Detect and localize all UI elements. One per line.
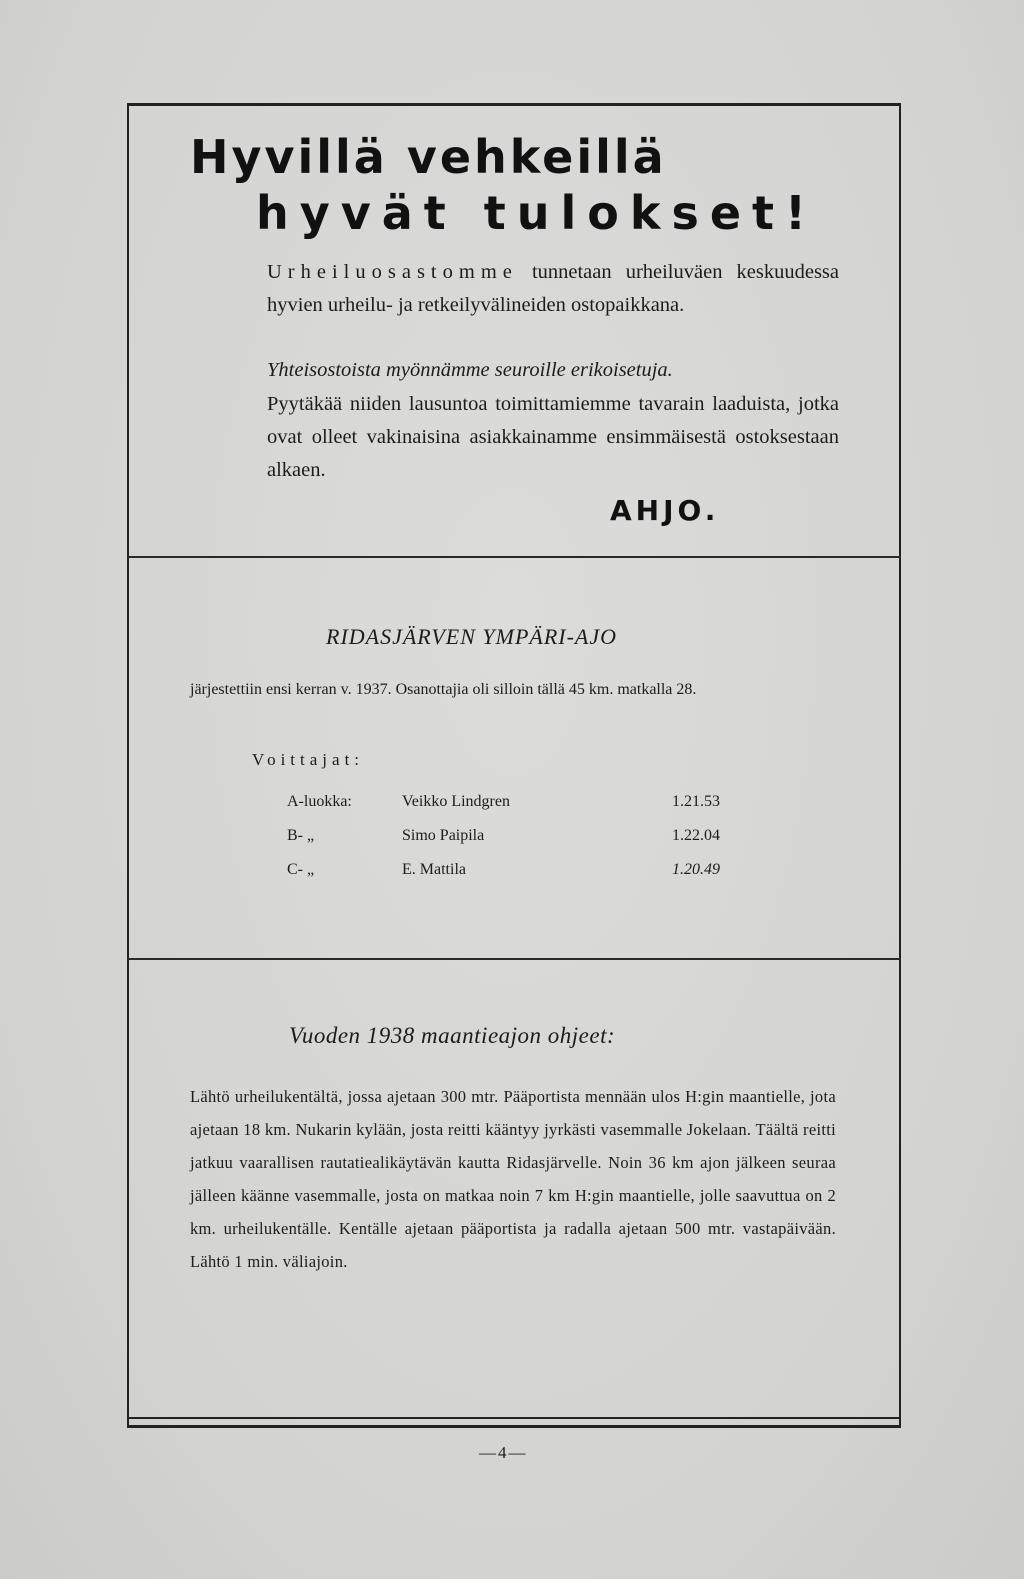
ad-headline-line2: hyvät tulokset!: [256, 186, 818, 240]
ad-signature: AHJO.: [610, 494, 720, 527]
page-number: —4—: [479, 1443, 528, 1462]
winner-name: Veikko Lindgren: [402, 793, 510, 810]
ad-paragraph-1: [267, 256, 839, 322]
winner-class: A-luokka:: [287, 793, 352, 810]
winner-row: [287, 819, 732, 853]
winners-table: [287, 785, 732, 887]
section-divider-1: [127, 556, 901, 558]
winner-row: [287, 853, 732, 887]
ad-paragraph-2: Yhteisostoista myönnämme seuroille erikoisetuja.: [267, 359, 673, 381]
instructions-text: Lähtö urheilukentältä, jossa ajetaan 300 mtr. Pääportista mennään ulos H:gin maantielle, jota ajetaan 18 km. Nukarin kylään, josta reitti kääntyy jyrkästi vasemmalle Jokelaan. Täältä reitti jatkuu vaarallisen rautatiealikäytävän kautta Ridasjärvelle. Noin 36 km ajon jälkeen seuraa jälleen käänne vasemmalle, josta on matkaa noin 7 km H:gin maantielle, jolle saavuttua on 2 km. urheilukentälle. Kentälle ajetaan pääportista ja radalla ajetaan 500 mtr. vastapäivään. Lähtö 1 min. väliajoin.: [190, 1087, 836, 1271]
race-info: järjestettiin ensi kerran v. 1937. Osanottajia oli silloin tällä 45 km. matkalla 28.: [190, 681, 697, 698]
winner-row: [287, 785, 732, 819]
winner-time: 1.20.49: [672, 861, 720, 878]
ad-paragraph-1-lead: Urheiluosastomme: [267, 261, 518, 283]
inner-bottom-rule: [129, 1417, 899, 1419]
winners-label: Voittajat:: [252, 750, 365, 769]
winner-name: E. Mattila: [402, 861, 466, 878]
winner-class: C- „: [287, 861, 315, 878]
section-divider-2: [127, 958, 901, 960]
winner-name: Simo Paipila: [402, 827, 485, 844]
race-title: RIDASJÄRVEN YMPÄRI-AJO: [326, 624, 618, 649]
winner-class: B- „: [287, 827, 315, 844]
winner-time: 1.22.04: [672, 827, 720, 844]
ad-paragraph-1-rest: tunnetaan urheiluväen keskuudessa hyvien urheilu- ja retkeilyvälineiden ostopaikkana.: [267, 261, 839, 316]
winner-time: 1.21.53: [672, 793, 720, 810]
ad-headline-line1: Hyvillä vehkeillä: [190, 130, 667, 184]
ad-paragraph-3: Pyytäkää niiden lausuntoa toimittamiemme tavarain laaduista, jotka ovat olleet vakinaisina asiakkainamme ensimmäisestä ostoksestaan alkaen.: [267, 393, 839, 481]
instructions-title: Vuoden 1938 maantieajon ohjeet:: [289, 1023, 616, 1048]
